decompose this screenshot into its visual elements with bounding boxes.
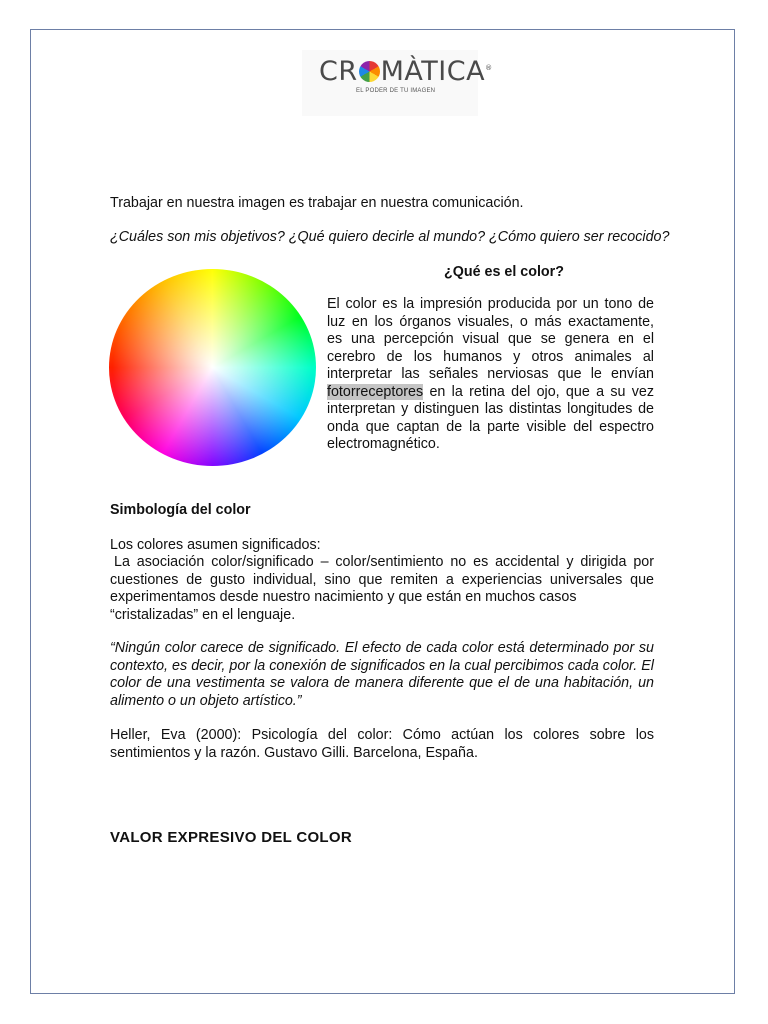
intro-questions: ¿Cuáles son mis objetivos? ¿Qué quiero decirle al mundo? ¿Cómo quiero ser recocido? <box>110 229 670 245</box>
logo-color-circle-icon <box>359 61 380 82</box>
heller-citation: Heller, Eva (2000): Psicología del color: Cómo actúan los colores sobre los sentimientos y la razón. Gustavo Gilli. Barcelona, España. <box>110 727 654 761</box>
expressive-heading: VALOR EXPRESIVO DEL COLOR <box>110 829 352 846</box>
cromatica-logo <box>302 50 493 116</box>
logo-tagline: EL PODER DE TU IMAGEN <box>356 88 436 94</box>
color-heading: ¿Qué es el color? <box>444 264 564 280</box>
logo-wordmark: CR MÀTICA® <box>319 56 493 87</box>
intro-line: Trabajar en nuestra imagen es trabajar en nuestra comunicación. <box>110 195 524 211</box>
symbology-paragraph-end: “cristalizadas” en el lenguaje. <box>110 607 296 623</box>
color-definition: El color es la impresión producida por un tono de luz en los órganos visuales, o más exactamente, es una percepción visual que se genera en el cerebro de los humanos y otros animales al interpretar las señales nerviosas que le envían fotorreceptores en la retina del ojo, que a su vez interpretan y distinguen las distintas longitudes de onda que captan de la parte visible del espectro electromagnético. <box>327 296 654 452</box>
color-wheel-image <box>109 269 316 466</box>
symbology-heading: Simbología del color <box>110 502 251 518</box>
highlighted-term: fotorreceptores <box>327 383 424 400</box>
heller-quote: “Ningún color carece de significado. El efecto de cada color está determinado por su contexto, es decir, por la conexión de significados en la cual percibimos cada color. El color de una vestimenta se valora de manera diferente que el de una habitación, un alimento o un objeto artístico.” <box>110 640 654 709</box>
symbology-paragraph: La asociación color/significado – color/sentimiento no es accidental y dirigida por cuestiones de gusto individual, sino que remiten a experiencias universales que experimentamos desde nuestro nacimiento y que están en muchos casos <box>110 554 654 605</box>
symbology-lead: Los colores asumen significados: <box>110 537 321 553</box>
